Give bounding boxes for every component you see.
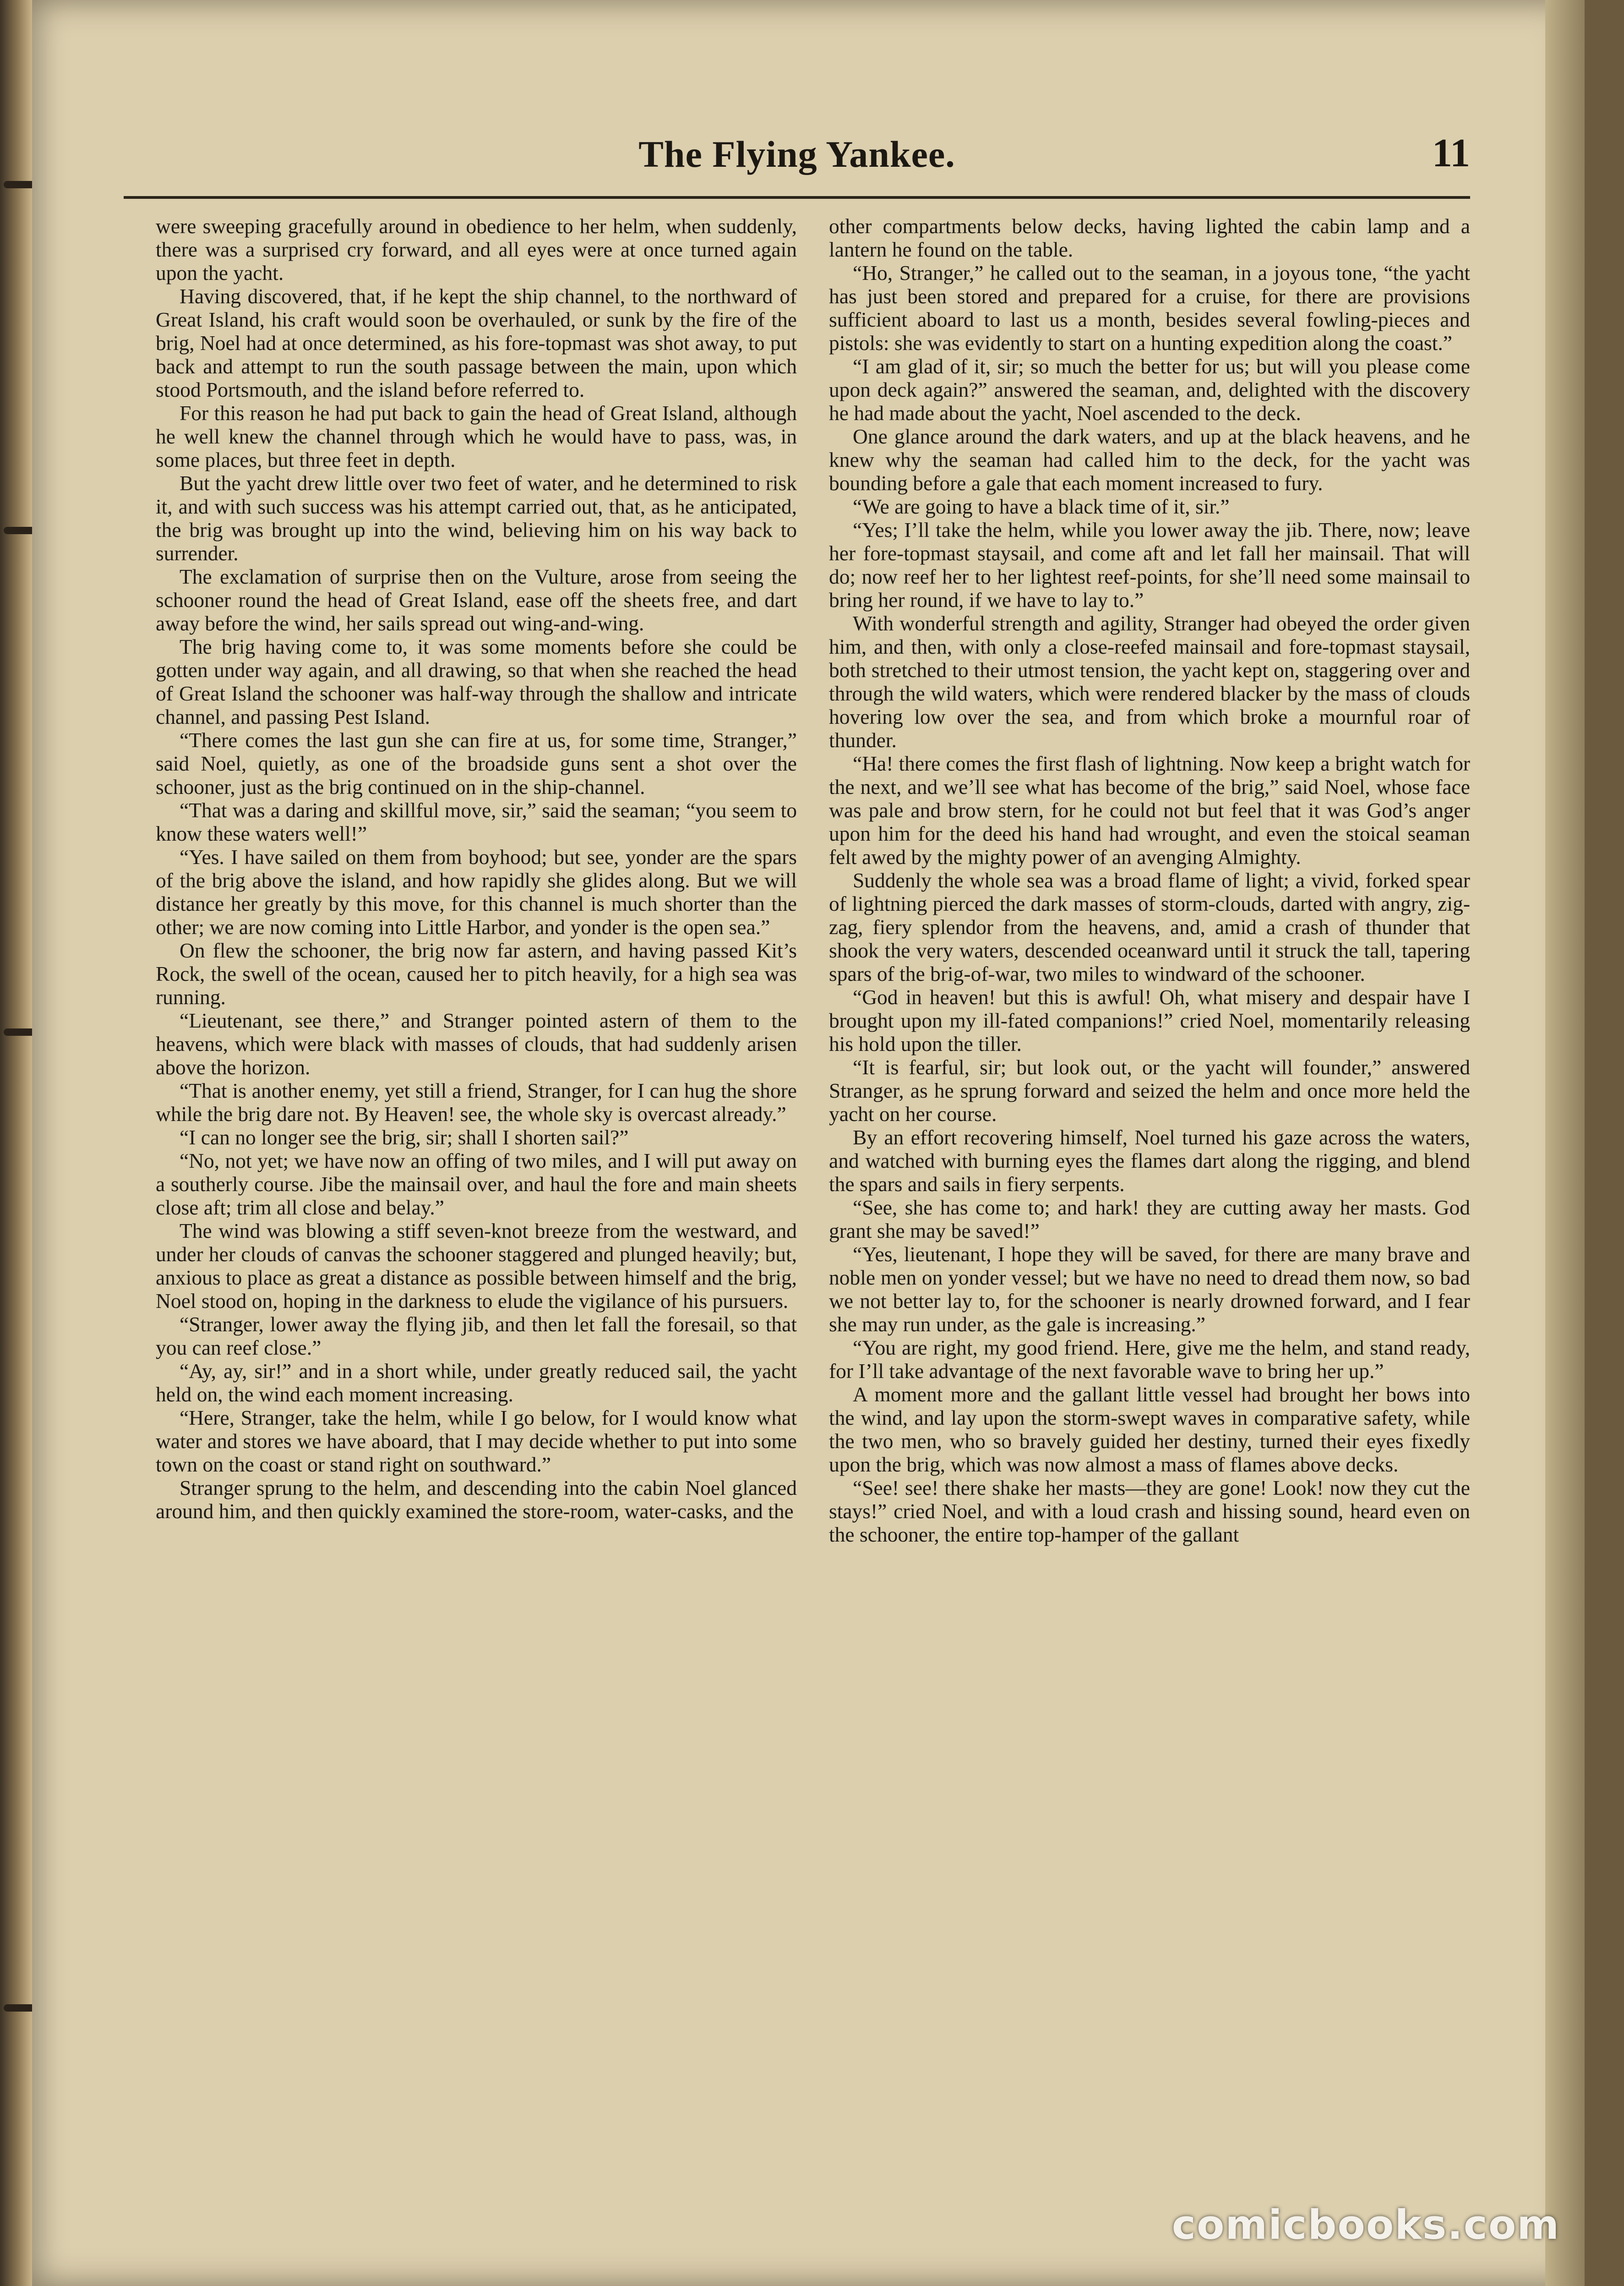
paragraph: “Ho, Stranger,” he called out to the seaman, in a joyous tone, “the yacht has just been stored and prepared for a cruise, for there are provisions sufficient aboard to last us a month, besides several fowling-pieces and pistols: she was evidently to start on a hunting expedition along the coast.” xyxy=(829,261,1470,355)
header-rule xyxy=(124,196,1470,199)
paragraph: “Ha! there comes the first flash of lightning. Now keep a bright watch for the next, and we’ll see what has become of the brig,” said Noel, whose face was pale and brow stern, for he could not but feel that it was God’s anger upon him for the deed his hand had wrought, and even the stoical seaman felt awed by the mighty power of an avenging Almighty. xyxy=(829,752,1470,869)
paragraph: other compartments below decks, having lighted the cabin lamp and a lantern he found on the table. xyxy=(829,214,1470,261)
paragraph: “Here, Stranger, take the helm, while I go below, for I would know what water and stores we have aboard, that I may decide whether to put into some town on the coast or stand right on southward.” xyxy=(156,1406,797,1476)
paragraph: “Yes; I’ll take the helm, while you lower away the jib. There, now; leave her fore-topmast staysail, and come aft and let fall her mainsail. That will do; now reef her to her lightest reef-points, for she’ll need some mainsail to bring her round, if we have to lay to.” xyxy=(829,518,1470,612)
paragraph: “No, not yet; we have now an offing of two miles, and I will put away on a southerly course. Jibe the mainsail over, and haul the fore and main sheets close aft; trim all close and belay.” xyxy=(156,1149,797,1219)
paragraph: “There comes the last gun she can fire at us, for some time, Stranger,” said Noel, quietly, as one of the broadside guns sent a shot over the schooner, just as the brig continued on in the ship-channel. xyxy=(156,728,797,798)
page-title: The Flying Yankee. xyxy=(638,133,955,175)
paragraph: “We are going to have a black time of it, sir.” xyxy=(853,495,1230,518)
paragraph: “That is another enemy, yet still a friend, Stranger, for I can hug the shore while the brig dare not. By Heaven! see, the whole sky is overcast already.” xyxy=(156,1079,797,1126)
paragraph: On flew the schooner, the brig now far astern, and having passed Kit’s Rock, the swell of the ocean, caused her to pitch heavily, for a high sea was running. xyxy=(156,939,797,1009)
paragraph: Having discovered, that, if he kept the ship channel, to the northward of Great Island, his craft would soon be overhauled, or sunk by the fire of the brig, Noel had at once determined, as his fore-topmast was shot away, to put back and attempt to run the south passage between the main, upon which stood Portsmouth, and the island before referred to. xyxy=(156,284,797,401)
paragraph: “I can no longer see the brig, sir; shall I shorten sail?” xyxy=(180,1126,629,1149)
paragraph: “Stranger, lower away the flying jib, and then let fall the foresail, so that you can reef close.” xyxy=(156,1313,797,1359)
paragraph: A moment more and the gallant little vessel had brought her bows into the wind, and lay upon the storm-swept waves in comparative safety, while the two men, who so bravely guided her destiny, turned their eyes fixedly upon the brig, which was now almost a mass of flames above decks. xyxy=(829,1383,1470,1476)
paragraph: For this reason he had put back to gain the head of Great Island, although he well knew the channel through which he would have to pass, was, in some places, but three feet in depth. xyxy=(156,401,797,471)
paragraph: But the yacht drew little over two feet of water, and he determined to risk it, and with such success was his attempt carried out, that, as he anticipated, the brig was brought up into the wind, believing him on his way back to surrender. xyxy=(156,471,797,565)
page-edge xyxy=(1545,0,1585,2286)
paragraph: “See, she has come to; and hark! they are cutting away her masts. God grant she may be saved!” xyxy=(829,1196,1470,1242)
book-binding xyxy=(0,0,32,2286)
paragraph: “See! see! there shake her masts—they are gone! Look! now they cut the stays!” cried Noel, and with a loud crash and hissing sound, heard even on the schooner, the entire top-hamper of the gallant xyxy=(829,1476,1470,1546)
paragraph: One glance around the dark waters, and up at the black heavens, and he knew why the seaman had called him to the deck, for the yacht was bounding before a gale that each moment increased to fury. xyxy=(829,425,1470,495)
running-header xyxy=(124,124,1470,179)
paragraph: “Ay, ay, sir!” and in a short while, under greatly reduced sail, the yacht held on, the wind each moment increasing. xyxy=(156,1359,797,1406)
watermark: comicbooks.com xyxy=(1172,2201,1560,2248)
paragraph: Suddenly the whole sea was a broad flame of light; a vivid, forked spear of lightning pierced the dark masses of storm-clouds, darted with angry, zig-zag, fiery splendor from the heavens, and, amid a crash of thunder that shook the very waters, descended oceanward until it struck the tall, tapering spars of the brig-of-war, two miles to windward of the schooner. xyxy=(829,869,1470,985)
paragraph: “It is fearful, sir; but look out, or the yacht will founder,” answered Stranger, as he sprung forward and seized the helm and once more held the yacht on her course. xyxy=(829,1055,1470,1126)
paragraph: “God in heaven! but this is awful! Oh, what misery and despair have I brought upon my ill-fated companions!” cried Noel, momentarily releasing his hold upon the tiller. xyxy=(829,985,1470,1055)
paragraph: Stranger sprung to the helm, and descending into the cabin Noel glanced around him, and then quickly examined the store-room, water-casks, and the xyxy=(156,1476,797,1523)
paragraph: With wonderful strength and agility, Stranger had obeyed the order given him, and then, with only a close-reefed mainsail and fore-topmast staysail, both stretched to their utmost tension, the yacht kept on, staggering over and through the wild waters, which were rendered blacker by the mass of clouds hovering low over the sea, and from which broke a mournful roar of thunder. xyxy=(829,612,1470,752)
paragraph: “That was a daring and skillful move, sir,” said the seaman; “you seem to know these waters well!” xyxy=(156,798,797,845)
paragraph: “I am glad of it, sir; so much the better for us; but will you please come upon deck again?” answered the seaman, and, delighted with the discovery he had made about the yacht, Noel ascended to the deck. xyxy=(829,355,1470,425)
paragraph: The exclamation of surprise then on the Vulture, arose from seeing the schooner round the head of Great Island, ease off the sheets free, and dart away before the wind, her sails spread out wing-and-wing. xyxy=(156,565,797,635)
paragraph: were sweeping gracefully around in obedience to her helm, when suddenly, there was a surprised cry forward, and all eyes were at once turned again upon the yacht. xyxy=(156,214,797,284)
paragraph: “Lieutenant, see there,” and Stranger pointed astern of them to the heavens, which were black with masses of clouds, that had suddenly arisen above the horizon. xyxy=(156,1009,797,1079)
paragraph: By an effort recovering himself, Noel turned his gaze across the waters, and watched with burning eyes the flames dart along the rigging, and blend the spars and sails in fiery serpents. xyxy=(829,1126,1470,1196)
left-column xyxy=(156,214,797,2148)
page-number: 11 xyxy=(1432,131,1470,175)
paragraph: The wind was blowing a stiff seven-knot breeze from the westward, and under her clouds of canvas the schooner staggered and plunged heavily; but, anxious to place as great a distance as possible between himself and the brig, Noel stood on, hoping in the darkness to elude the vigilance of his pursuers. xyxy=(156,1219,797,1313)
paragraph: “You are right, my good friend. Here, give me the helm, and stand ready, for I’ll take advantage of the next favorable wave to bring her up.” xyxy=(829,1336,1470,1383)
paragraph: “Yes. I have sailed on them from boyhood; but see, yonder are the spars of the brig above the island, and how rapidly she glides along. But we will distance her greatly by this move, for this channel is much shorter than the other; we are now coming into Little Harbor, and yonder is the open sea.” xyxy=(156,845,797,939)
paragraph: “Yes, lieutenant, I hope they will be saved, for there are many brave and noble men on yonder vessel; but we have no need to dread them now, so bad we not better lay to, for the schooner is nearly drowned forward, and I fear she may run under, as the gale is increasing.” xyxy=(829,1242,1470,1336)
paragraph: The brig having come to, it was some moments before she could be gotten under way again, and all drawing, so that when she reached the head of Great Island the schooner was half-way through the shallow and intricate channel, and passing Pest Island. xyxy=(156,635,797,728)
right-column xyxy=(829,214,1470,2148)
